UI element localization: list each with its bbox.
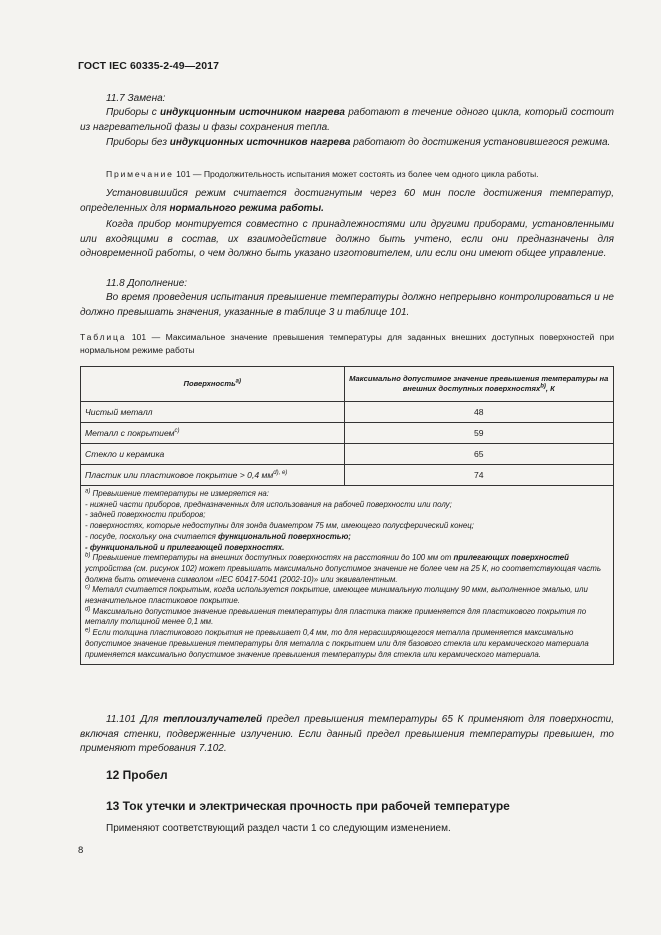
table-footnotes: $^{a)}$ Превышение температуры не измеряется на: - нижней части приборов, предназначенных для использования на рабочей поверхности или полу; - задней поверхности приборов; - поверхностях, которые недоступны для зонда диаметром 75 мм, имеющего полусферический конец; - посуде, поскольку она считается функциональной поверхностью; - функциональной и прилегающей поверхностях. $^{b)}$ Превышение температуры на внешних доступных поверхностях на расстоянии до 100 мм от прилегающих поверхностей устройства (см. рисунок 102) может превышать максимально допустимое значение не более чем на 25 К, но соответствующая часть должна быть отмечена символом «IEC 60417-5041 (2002-10)» или эквивалентным. $^{c)}$ Металл считается покрытым, когда используется покрытие, имеющее минимальную толщину 90 мкм, выполненное эмалью, или незначительное пластиковое покрытие. $^{d)}$ Максимально допустимое значение превышения температуры для пластика также применяется для пластикового покрытия по металлу толщиной менее 0,1 мм. $^{e)}$ Если толщина пластикового покрытия не превышает 0,4 мм, то для нерасширяющегося металла применяется максимально допустимое значение превышения температуры для металла с покрытием или для базового стекла или керамического материала применяется максимально допустимое значение превышения температуры для стекла или керамического материала. bbox=[81, 486, 614, 665]
clause-11-7-para-1: Приборы с индукционным источником нагрева работают в течение одного цикла, который состоит из нагревательной фазы и фазы сохранения тепла. bbox=[80, 107, 614, 133]
col-header-max-rise: Максимально допустимое значение превышения температуры на внешних доступных поверхностях$^{b)}$, К bbox=[344, 367, 614, 402]
footnote-c: $^{c)}$ Металл считается покрытым, когда используется покрытие, имеющее минимальную толщину 90 мкм, выполненное эмалью, или незначительное пластиковое покрытие. bbox=[85, 584, 588, 606]
table-header-row bbox=[81, 367, 614, 402]
table-row bbox=[81, 465, 614, 486]
table-row bbox=[81, 402, 614, 423]
value-cell: 65 bbox=[344, 444, 614, 465]
section-12-title: 12 Пробел bbox=[106, 768, 168, 782]
table-row bbox=[81, 444, 614, 465]
temperature-rise-table bbox=[80, 366, 614, 665]
surface-cell: Металл с покрытием$^{c)}$ bbox=[81, 423, 345, 444]
value-cell: 74 bbox=[344, 465, 614, 486]
clause-11-7-para-4: Когда прибор монтируется совместно с принадлежностями или другими приборами, установленными или входящими в состав, их взаимодействие должно быть учтено, если они предназначены для одновременной работы, о чем должно быть указано изготовителем, или если они имеют общее управление. bbox=[80, 219, 614, 260]
clause-11-8-head: 11.8 Дополнение: bbox=[106, 278, 188, 289]
table-row bbox=[81, 423, 614, 444]
doc-header: ГОСТ IEC 60335-2-49—2017 bbox=[78, 60, 220, 72]
surface-cell: Стекло и керамика bbox=[81, 444, 345, 465]
clause-11-8-para-1: Во время проведения испытания превышение температуры должно непрерывно контролироваться и не должно превышать значения, указанные в таблице 3 и таблице 101. bbox=[80, 292, 614, 318]
col-header-surface: Поверхность$^{a)}$ bbox=[81, 367, 345, 402]
table-footnotes-row bbox=[81, 486, 614, 665]
surface-cell: Чистый металл bbox=[81, 402, 345, 423]
footnote-d: $^{d)}$ Максимально допустимое значение превышения температуры для пластика также применяется для пластикового покрытия по металлу толщиной менее 0,1 мм. bbox=[85, 606, 587, 627]
section-13-title: 13 Ток утечки и электрическая прочность при рабочей температуре bbox=[106, 799, 510, 813]
surface-cell: Пластик или пластиковое покрытие > 0,4 $мм^{d), e)}$ bbox=[81, 465, 345, 486]
section-13-text: Применяют соответствующий раздел части 1 со следующим изменением. bbox=[106, 823, 451, 834]
clause-11-7-head: 11.7 Замена: bbox=[106, 93, 166, 104]
note-101: Примечание 101 — Продолжительность испытания может состоять из более чем одного цикла работы. bbox=[106, 169, 539, 179]
footnote-e: $^{e)}$ Если толщина пластикового покрытия не превышает 0,4 мм, то для нерасширяющегося металла применяется максимально допустимое значение превышения температуры для металла с покрытием или для базового стекла или керамического материала применяется максимально допустимое значение превышения температуры для стекла или керамического материала. bbox=[85, 627, 589, 659]
clause-11-7-para-3: Установившийся режим считается достигнутым через 60 мин после достижения температур, определенных для нормального режима работы. bbox=[80, 188, 614, 214]
clause-11-101: 11.101 Для теплоизлучателей предел превышения температуры 65 К применяют для поверхности, включая стенки, подверженные излучению. Если данный предел превышения температуры превышен, то применяют требования 7.102. bbox=[80, 714, 614, 755]
value-cell: 59 bbox=[344, 423, 614, 444]
page-number: 8 bbox=[78, 845, 84, 856]
footnote-a: $^{a)}$ Превышение температуры не измеряется на: bbox=[85, 488, 269, 498]
value-cell: 48 bbox=[344, 402, 614, 423]
table-caption: Таблица 101 — Максимальное значение превышения температуры для заданных внешних доступных поверхностей при нормальном режиме работы bbox=[80, 332, 614, 355]
clause-11-7-para-2: Приборы без индукционных источников нагрева работают до достижения установившегося режима. bbox=[106, 137, 611, 148]
footnote-b: $^{b)}$ Превышение температуры на внешних доступных поверхностях на расстоянии до 100 мм от прилегающих поверхностей устройства (см. рисунок 102) может превышать максимально допустимое значение не более чем на 25 К, но соответствующая часть должна быть отмечена символом «IEC 60417-5041 (2002-10)» или эквивалентным. bbox=[85, 552, 602, 584]
